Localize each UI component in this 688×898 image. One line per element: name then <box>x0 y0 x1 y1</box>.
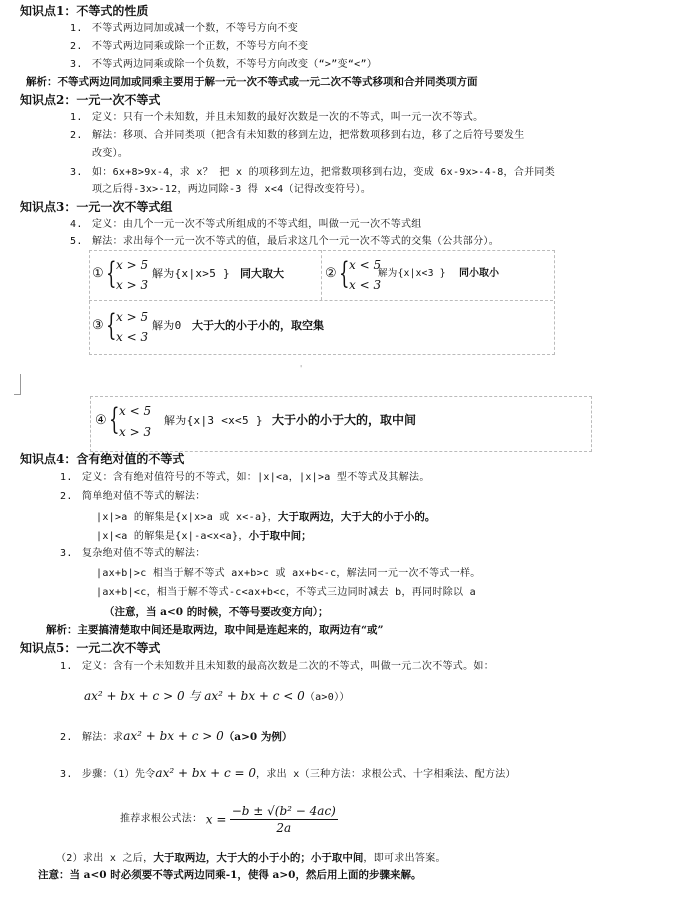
case-1-top: x > 5 <box>116 258 149 272</box>
case-3-bottom: x < 3 <box>116 330 149 344</box>
case-3-rule: 大于大的小于小的，取空集 <box>192 319 324 332</box>
case-1-brace: { <box>106 256 117 291</box>
kp4-item-2: 2. 简单绝对值不等式的解法： <box>60 491 206 502</box>
kp4-title: 知识点4：含有绝对值的不等式 <box>20 452 185 466</box>
case-1-mark: ① <box>92 266 104 281</box>
case-2-rule: 同小取小 <box>459 268 499 279</box>
cases-divider-v <box>321 250 322 300</box>
kp1-item-3: 3. 不等式两边同乘或除一个负数，不等号方向改变（“>”变“<”） <box>70 59 378 70</box>
kp3-item-4: 4. 定义：由几个一元一次不等式所组成的不等式组，叫做一元一次不等式组 <box>70 219 422 230</box>
case-2-bottom: x < 3 <box>349 278 382 292</box>
kp5-example: ax² + bx + c > 0 与 ax² + bx + c < 0（a>0）） <box>84 689 350 703</box>
kp2-item-1: 1. 定义：只有一个未知数，并且未知数的最好次数是一次的不等式，叫一元一次不等式。 <box>70 112 484 123</box>
kp5-note: 注意：当 a<0 时必须要不等式两边同乘-1，使得 a>0，然后用上面的步骤来解。 <box>38 869 422 881</box>
kp1-item-1: 1. 不等式两边同加或减一个数，不等号方向不变 <box>70 23 298 34</box>
case-3-top: x > 5 <box>116 310 149 324</box>
case-1-rule: 同大取大 <box>240 267 284 280</box>
kp4-note: （注意，当 a<0 的时候，不等号要改变方向）； <box>104 606 329 618</box>
root-formula-fraction <box>230 803 338 836</box>
page-dot: ' <box>300 364 303 373</box>
case-2-top: x < 5 <box>349 258 382 272</box>
kp4-complex-1: |ax+b|>c 相当于解不等式 ax+b>c 或 ax+b<-c，解法同一元一次不等式一样。 <box>96 568 481 579</box>
cases-table <box>89 250 555 355</box>
kp1-analysis: 解析：不等式两边同加或同乘主要用于解一元一次不等式或一元二次不等式移项和合并同类项方面 <box>26 76 478 88</box>
kp5-title: 知识点5：一元二次不等式 <box>20 641 161 655</box>
case-1-result: 解为{x|x>5 } <box>152 267 230 280</box>
kp5-method: 2. 解法：求ax² + bx + c > 0（a>0 为例） <box>60 729 293 743</box>
case-3-mark: ③ <box>92 318 104 333</box>
kp2-item-3: 3. 如：6x+8>9x-4，求 x？ 把 x 的项移到左边，把常数项移到右边，变成 6x-9x>-4-8，合并同类 <box>70 167 556 178</box>
cases-divider-h <box>89 300 553 301</box>
kp5-steps: 3. 步骤：（1）先令ax² + bx + c = 0，求出 x（三种方法：求根公式、十字相乘法、配方法） <box>60 766 516 780</box>
case-2-mark: ② <box>325 266 337 281</box>
kp4-analysis: 解析：主要搞清楚取中间还是取两边，取中间是连起来的，取两边有“或” <box>46 624 384 636</box>
kp4-complex-2: |ax+b|<c，相当于解不等式-c<ax+b<c，不等式三边同时减去 b，再同时除以 a <box>96 587 476 598</box>
formula-lhs: x = <box>205 812 227 827</box>
kp4-simple-1: |x|>a 的解集是{x|x>a 或 x<-a}，大于取两边，大于大的小于小的。 <box>96 511 436 523</box>
kp5-formula <box>120 803 338 841</box>
formula-numerator: −b ± √(b² − 4ac) <box>231 804 336 818</box>
kp3-item-5: 5. 解法：求出每个一元一次不等式的值，最后求这几个一元一次不等式的交集（公共部分）。 <box>70 236 499 247</box>
formula-label: 推荐求根公式法： <box>120 813 203 825</box>
case-4-rule: 大于小的小于大的，取中间 <box>272 413 417 427</box>
kp5-definition: 1. 定义：含有一个未知数并且未知数的最高次数是二次的不等式，叫做一元二次不等式。如： <box>60 661 494 672</box>
kp4-item-1: 1. 定义：含有绝对值符号的不等式，如：|x|<a，|x|>a 型不等式及其解法。 <box>60 472 430 483</box>
case-3-brace: { <box>106 308 117 343</box>
case-2-result: 解为{x|x<3 } <box>378 268 446 279</box>
page-break-mark <box>14 374 21 395</box>
kp4-item-3: 3. 复杂绝对值不等式的解法： <box>60 548 206 559</box>
kp3-title: 知识点3：一元一次不等式组 <box>20 200 173 214</box>
kp2-item-2-cont: 改变）。 <box>92 148 129 159</box>
kp2-title: 知识点2：一元一次不等式 <box>20 93 161 107</box>
formula-denominator: 2a <box>276 821 292 835</box>
kp2-item-2: 2. 解法：移项、合并同类项（把含有未知数的移到左边，把常数项移到右边，移了之后符号要发生 <box>70 130 525 141</box>
kp4-simple-2: |x|<a 的解集是{x|-a<x<a}，小于取中间； <box>96 530 312 542</box>
case-2-brace: { <box>339 256 350 291</box>
kp2-item-3-cont: 项之后得-3x>-12，两边同除-3 得 x<4（记得改变符号）。 <box>92 184 372 195</box>
kp5-step2: （2）求出 x 之后，大于取两边，大于大的小于小的；小于取中间，即可求出答案。 <box>56 852 446 864</box>
case-4-mark: ④ <box>95 413 107 428</box>
case-4-result: 解为{x|3 <x<5 } <box>164 414 263 427</box>
kp1-item-2: 2. 不等式两边同乘或除一个正数，不等号方向不变 <box>70 41 309 52</box>
case-4-bottom: x > 3 <box>119 425 152 439</box>
case-4-brace: { <box>109 402 120 437</box>
case-4-top: x < 5 <box>119 404 152 418</box>
case-1-bottom: x > 3 <box>116 278 149 292</box>
kp1-title: 知识点1：不等式的性质 <box>20 4 149 18</box>
case-3-result: 解为0 <box>152 319 182 332</box>
